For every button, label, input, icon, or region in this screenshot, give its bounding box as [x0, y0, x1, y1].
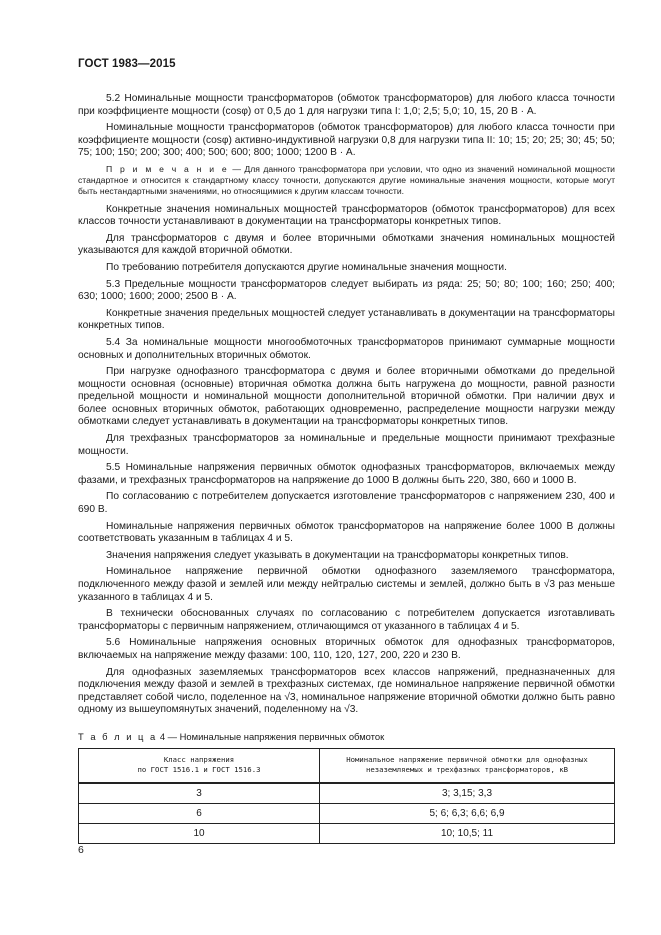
paragraph: Значения напряжения следует указывать в документации на трансформаторы конкретных типов.	[106, 549, 569, 561]
paragraph: По согласованию с потребителем допускается изготовление трансформаторов с напряжением 230, 400 и 690 В.	[78, 491, 615, 516]
paragraph-5-5: 5.5 Номинальные напряжения первичных обмоток однофазных трансформаторов, включаемых между фазами, и трехфазных трансформаторов на напряжение до 1000 В должны быть 220, 380, 660 и 1000 В.	[78, 462, 615, 486]
table-cell-class: 10	[79, 823, 320, 843]
paragraph: При нагрузке однофазного трансформатора с двумя и более вторичными обмотками до предельной мощности основная (основные) вторичная обмотка должна быть нагружена до мощности, равной разности предельной мощности и номинальной мощности дополнительной вторичной обмотки. При наличии двух и более основных вторичных обмоток, работающих одновременно, распределение мощности нагрузки между обмотками следует устанавливать в документации на трансформаторы конкретных типов.	[78, 366, 615, 428]
table-cell-class: 6	[79, 803, 320, 823]
paragraph-5-6: 5.6 Номинальные напряжения основных вторичных обмоток для однофазных трансформаторов, включаемых на напряжение между фазами: 100, 110, 120, 127, 200, 220 и 230 В.	[78, 637, 615, 661]
table-header-voltage-class: Класс напряжения по ГОСТ 1516.1 и ГОСТ 1516.3	[79, 748, 320, 783]
table-cell-voltage: 3; 3,15; 3,3	[320, 783, 615, 804]
voltage-table	[78, 748, 615, 844]
table-cell-class: 3	[79, 783, 320, 804]
table-row	[79, 803, 615, 823]
table-cell-voltage: 5; 6; 6,3; 6,6; 6,9	[320, 803, 615, 823]
note-label: П р и м е ч а н и е	[106, 163, 229, 174]
paragraph: Номинальные напряжения первичных обмоток трансформаторов на напряжение более 1000 В должны соответствовать указанным в таблицах 4 и 5.	[78, 520, 615, 545]
paragraph-5-4: 5.4 За номинальные мощности многообмоточных трансформаторов принимают суммарные мощности основных и дополнительных вторичных обмоток.	[78, 336, 615, 361]
paragraph: Номинальные мощности трансформаторов (обмоток трансформаторов) для любого класса точности при коэффициенте мощности (cosφ) активно-индуктивной нагрузки 0,8 для нагрузки типа II: 10; 15; 20; 25; 30; 45; 50; 75; 100; 150; 200; 300; 400; 500; 600; 800; 1000; 1200 В · А.	[78, 122, 615, 159]
table-caption	[78, 731, 615, 742]
table-row	[79, 823, 615, 843]
paragraph-5-3: 5.3 Предельные мощности трансформаторов следует выбирать из ряда: 25; 50; 80; 100; 160; 250; 400; 630; 1000; 1600; 2000; 2500 В · А.	[78, 278, 615, 303]
table-header-nominal-voltage: Номинальное напряжение первичной обмотки для однофазных незаземляемых и трехфазных трансформаторов, кВ	[320, 748, 615, 783]
table-row	[79, 783, 615, 804]
paragraph: Конкретные значения номинальных мощностей трансформаторов (обмоток трансформаторов) для всех классов точности устанавливают в документации на трансформаторы конкретных типов.	[78, 203, 615, 228]
note-text: — Для данного трансформатора при условии, что одно из значений номинальной мощности стандартное и относится к стандартному классу точности, допускаются другие номинальные значения мощности, которые могут быть нестандартными значениями, но относящимися к другим классам точности.	[78, 163, 615, 197]
paragraph: В технически обоснованных случаях по согласованию с потребителем допускается изготавливать трансформаторы с первичным напряжением, отличающимся от указанного в таблицах 4 и 5.	[78, 608, 615, 632]
paragraph: Конкретные значения предельных мощностей следует устанавливать в документации на трансформаторы конкретных типов.	[78, 307, 615, 332]
document-header: ГОСТ 1983—2015	[78, 58, 176, 70]
paragraph-5-2: 5.2 Номинальные мощности трансформаторов (обмоток трансформаторов) для любого класса точности при коэффициенте мощности (cosφ) от 0,5 до 1 для нагрузки типа I: 1,0; 2,5; 5,0; 10, 15, 20 В · А.	[78, 93, 615, 117]
page-number: 6	[78, 844, 84, 856]
document-body	[78, 93, 615, 844]
paragraph: Для однофазных заземляемых трансформаторов всех классов напряжений, предназначенных для подключения между фазой и землей в трехфазных системах, где номинальное напряжение первичной обмотки представляет собой число, поделенное на √3, номинальное напряжение вторичной обмотки должно быть равно одному из вышеупомянутых значений, поделенному на √3.	[78, 666, 615, 716]
paragraph: Для трансформаторов с двумя и более вторичными обмотками значения номинальных мощностей указываются для каждой вторичной обмотки.	[78, 232, 615, 257]
table-cell-voltage: 10; 10,5; 11	[320, 823, 615, 843]
paragraph: По требованию потребителя допускаются другие номинальные значения мощности.	[106, 261, 507, 273]
note	[78, 164, 615, 198]
paragraph: Номинальное напряжение первичной обмотки однофазного заземляемого трансформатора, подключенного между фазой и землей или между нейтралью системы и землей, должно быть в √3 раз меньше указанного в таблицах 4 и 5.	[78, 566, 615, 603]
table-caption-label: Т а б л и ц а	[78, 730, 158, 742]
paragraph: Для трехфазных трансформаторов за номинальные и предельные мощности принимают трехфазные мощности.	[78, 433, 615, 457]
table-caption-text: 4 — Номинальные напряжения первичных обмоток	[157, 730, 385, 742]
